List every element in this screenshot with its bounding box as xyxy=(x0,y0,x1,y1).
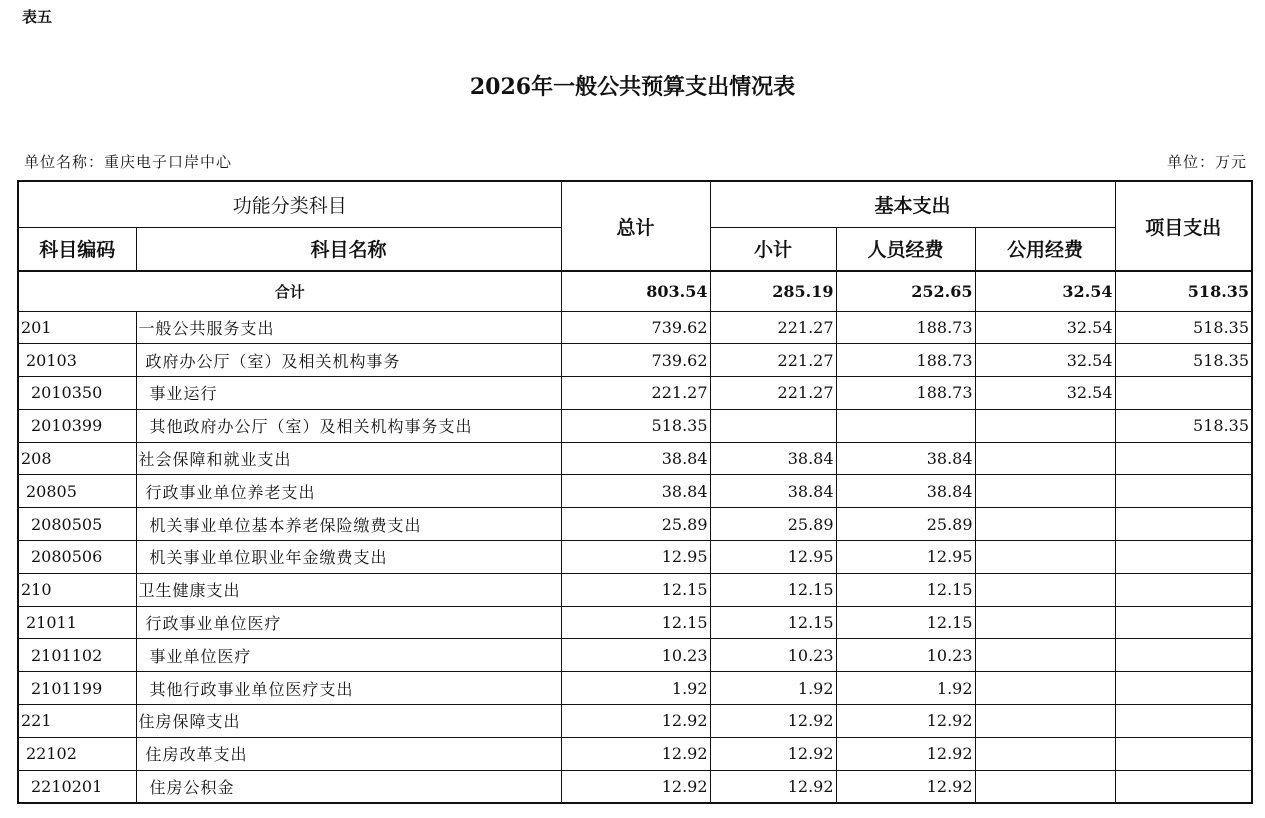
row-project: 518.35 xyxy=(1115,409,1252,442)
row-subtotal: 221.27 xyxy=(710,344,836,377)
row-personnel: 12.15 xyxy=(836,606,975,639)
row-name: 行政事业单位养老支出 xyxy=(136,475,561,508)
row-project xyxy=(1115,508,1252,541)
total-personnel: 252.65 xyxy=(836,271,975,311)
row-subtotal: 12.92 xyxy=(710,705,836,738)
row-code: 2210201 xyxy=(18,770,136,803)
row-project xyxy=(1115,737,1252,770)
row-project xyxy=(1115,573,1252,606)
header-public: 公用经费 xyxy=(975,227,1115,271)
row-public xyxy=(975,770,1115,803)
row-name: 机关事业单位基本养老保险缴费支出 xyxy=(136,508,561,541)
row-total: 518.35 xyxy=(561,409,710,442)
unit-name: 单位名称：重庆电子口岸中心 xyxy=(24,153,233,171)
row-personnel: 25.89 xyxy=(836,508,975,541)
row-project xyxy=(1115,672,1252,705)
row-total: 1.92 xyxy=(561,672,710,705)
row-personnel: 188.73 xyxy=(836,344,975,377)
row-code: 21011 xyxy=(18,606,136,639)
row-subtotal: 12.15 xyxy=(710,573,836,606)
row-subtotal: 221.27 xyxy=(710,311,836,344)
row-code: 20103 xyxy=(18,344,136,377)
row-project xyxy=(1115,606,1252,639)
row-personnel xyxy=(836,409,975,442)
row-code: 221 xyxy=(18,705,136,738)
row-project xyxy=(1115,475,1252,508)
row-public xyxy=(975,705,1115,738)
row-personnel: 12.92 xyxy=(836,705,975,738)
row-public xyxy=(975,508,1115,541)
row-code: 2080506 xyxy=(18,541,136,574)
table-row xyxy=(18,606,1252,639)
row-name: 事业运行 xyxy=(136,377,561,410)
total-label: 合计 xyxy=(18,271,561,311)
row-code: 2101102 xyxy=(18,639,136,672)
table-row xyxy=(18,409,1252,442)
header-code: 科目编码 xyxy=(18,227,136,271)
row-name: 机关事业单位职业年金缴费支出 xyxy=(136,541,561,574)
table-row xyxy=(18,737,1252,770)
row-subtotal: 221.27 xyxy=(710,377,836,410)
row-code: 208 xyxy=(18,442,136,475)
row-public xyxy=(975,672,1115,705)
table-number: 表五 xyxy=(22,8,53,26)
table-row xyxy=(18,639,1252,672)
total-total: 803.54 xyxy=(561,271,710,311)
row-project: 518.35 xyxy=(1115,344,1252,377)
row-code: 2080505 xyxy=(18,508,136,541)
row-subtotal: 38.84 xyxy=(710,475,836,508)
row-name: 住房公积金 xyxy=(136,770,561,803)
row-public xyxy=(975,737,1115,770)
row-public: 32.54 xyxy=(975,377,1115,410)
table-row xyxy=(18,377,1252,410)
row-subtotal: 12.95 xyxy=(710,541,836,574)
page-title: 2026年一般公共预算支出情况表 xyxy=(469,74,796,100)
header-subtotal: 小计 xyxy=(710,227,836,271)
row-total: 38.84 xyxy=(561,475,710,508)
table-row xyxy=(18,672,1252,705)
header-name: 科目名称 xyxy=(136,227,561,271)
row-name: 其他行政事业单位医疗支出 xyxy=(136,672,561,705)
row-personnel: 38.84 xyxy=(836,442,975,475)
row-name: 卫生健康支出 xyxy=(136,573,561,606)
row-personnel: 1.92 xyxy=(836,672,975,705)
row-public xyxy=(975,606,1115,639)
row-code: 2010399 xyxy=(18,409,136,442)
row-name: 行政事业单位医疗 xyxy=(136,606,561,639)
row-total: 12.92 xyxy=(561,705,710,738)
row-name: 住房保障支出 xyxy=(136,705,561,738)
row-project: 518.35 xyxy=(1115,311,1252,344)
row-subtotal: 38.84 xyxy=(710,442,836,475)
row-total: 25.89 xyxy=(561,508,710,541)
row-name: 事业单位医疗 xyxy=(136,639,561,672)
row-subtotal: 25.89 xyxy=(710,508,836,541)
row-project xyxy=(1115,705,1252,738)
row-personnel: 188.73 xyxy=(836,377,975,410)
row-subtotal: 12.92 xyxy=(710,737,836,770)
header-basic: 基本支出 xyxy=(710,181,1115,227)
table-row xyxy=(18,344,1252,377)
row-name: 社会保障和就业支出 xyxy=(136,442,561,475)
row-public xyxy=(975,442,1115,475)
row-total: 38.84 xyxy=(561,442,710,475)
total-row xyxy=(18,271,1252,311)
row-public: 32.54 xyxy=(975,344,1115,377)
table-row xyxy=(18,705,1252,738)
row-name: 其他政府办公厅（室）及相关机构事务支出 xyxy=(136,409,561,442)
row-code: 20805 xyxy=(18,475,136,508)
row-personnel: 12.95 xyxy=(836,541,975,574)
row-public xyxy=(975,475,1115,508)
table-row xyxy=(18,442,1252,475)
row-name: 一般公共服务支出 xyxy=(136,311,561,344)
row-total: 221.27 xyxy=(561,377,710,410)
row-personnel: 38.84 xyxy=(836,475,975,508)
header-personnel: 人员经费 xyxy=(836,227,975,271)
row-code: 22102 xyxy=(18,737,136,770)
row-code: 2101199 xyxy=(18,672,136,705)
row-personnel: 188.73 xyxy=(836,311,975,344)
row-subtotal: 12.92 xyxy=(710,770,836,803)
row-project xyxy=(1115,541,1252,574)
row-project xyxy=(1115,770,1252,803)
total-public: 32.54 xyxy=(975,271,1115,311)
row-project xyxy=(1115,639,1252,672)
row-code: 210 xyxy=(18,573,136,606)
row-public xyxy=(975,573,1115,606)
total-subtotal: 285.19 xyxy=(710,271,836,311)
row-subtotal xyxy=(710,409,836,442)
row-personnel: 10.23 xyxy=(836,639,975,672)
row-total: 739.62 xyxy=(561,311,710,344)
table-row xyxy=(18,508,1252,541)
row-total: 12.92 xyxy=(561,737,710,770)
row-project xyxy=(1115,377,1252,410)
table-row xyxy=(18,475,1252,508)
table-row xyxy=(18,770,1252,803)
row-name: 住房改革支出 xyxy=(136,737,561,770)
row-project xyxy=(1115,442,1252,475)
row-code: 201 xyxy=(18,311,136,344)
row-total: 12.92 xyxy=(561,770,710,803)
row-subtotal: 10.23 xyxy=(710,639,836,672)
row-public xyxy=(975,639,1115,672)
table-row xyxy=(18,311,1252,344)
header-total: 总计 xyxy=(561,181,710,271)
row-total: 10.23 xyxy=(561,639,710,672)
row-name: 政府办公厅（室）及相关机构事务 xyxy=(136,344,561,377)
row-subtotal: 1.92 xyxy=(710,672,836,705)
row-total: 12.15 xyxy=(561,606,710,639)
header-project: 项目支出 xyxy=(1115,181,1252,271)
row-subtotal: 12.15 xyxy=(710,606,836,639)
row-personnel: 12.92 xyxy=(836,737,975,770)
row-total: 12.15 xyxy=(561,573,710,606)
total-project: 518.35 xyxy=(1115,271,1252,311)
row-public: 32.54 xyxy=(975,311,1115,344)
unit-label: 单位：万元 xyxy=(1166,153,1247,171)
row-code: 2010350 xyxy=(18,377,136,410)
row-public xyxy=(975,541,1115,574)
header-func-category: 功能分类科目 xyxy=(18,181,561,227)
table-row xyxy=(18,541,1252,574)
row-personnel: 12.15 xyxy=(836,573,975,606)
table-row xyxy=(18,573,1252,606)
row-total: 739.62 xyxy=(561,344,710,377)
row-total: 12.95 xyxy=(561,541,710,574)
budget-table xyxy=(17,180,1253,804)
row-personnel: 12.92 xyxy=(836,770,975,803)
row-public xyxy=(975,409,1115,442)
